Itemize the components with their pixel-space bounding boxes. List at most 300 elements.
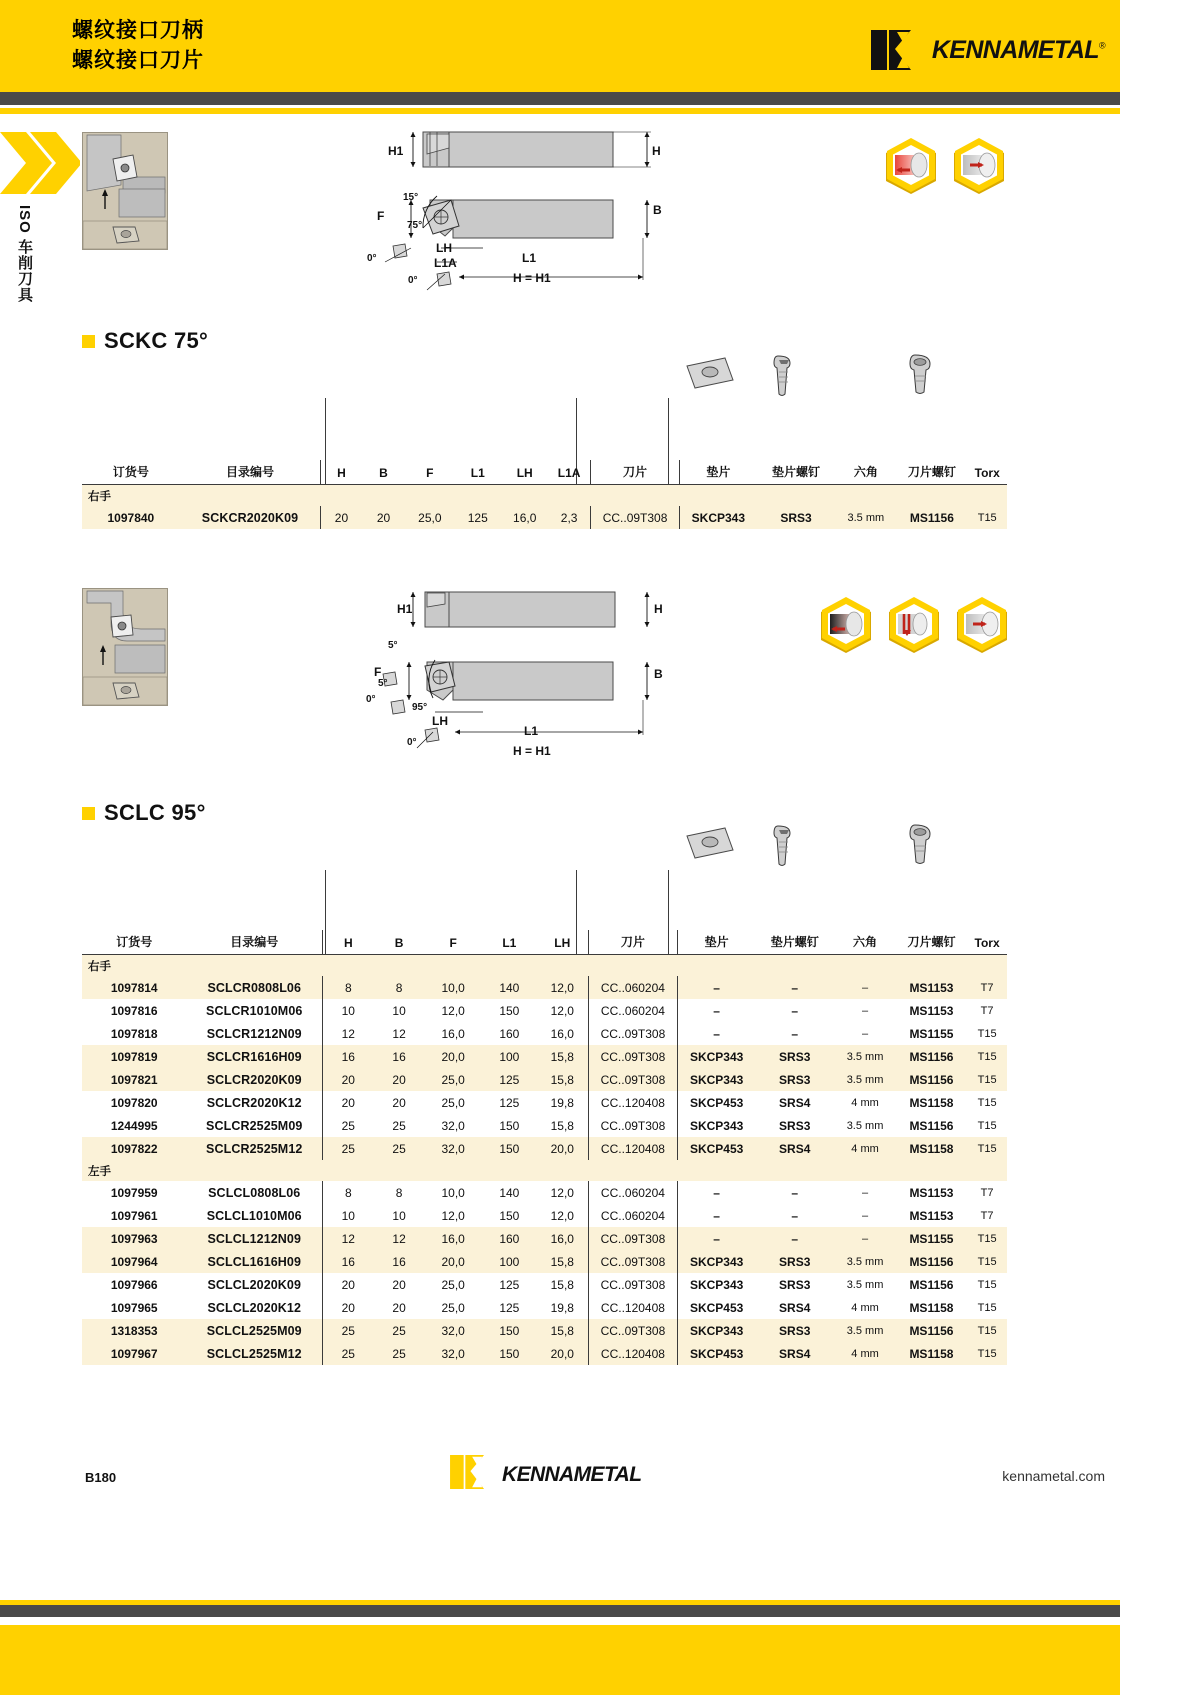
cell-order: 1097965 bbox=[82, 1296, 186, 1319]
cell-h: 20 bbox=[323, 1091, 374, 1114]
group-label: 右手 bbox=[82, 485, 1007, 507]
page-title-line2: 螺纹接口刀片 bbox=[72, 49, 204, 73]
cell-order: 1097821 bbox=[82, 1068, 186, 1091]
cell-order: 1318353 bbox=[82, 1319, 186, 1342]
cell-shim: SKCP343 bbox=[678, 1045, 755, 1068]
cell-insert-screw: MS1156 bbox=[896, 1319, 967, 1342]
cell-f: 20,0 bbox=[425, 1250, 482, 1273]
cell-insert-screw: MS1158 bbox=[896, 1296, 967, 1319]
cell-lh: 15,8 bbox=[537, 1114, 588, 1137]
th2-insert-screw: 刀片螺钉 bbox=[896, 930, 967, 955]
cell-insert: CC..060204 bbox=[588, 1181, 677, 1204]
cell-f: 16,0 bbox=[425, 1022, 482, 1045]
drawing-label-5deg-b: 5° bbox=[378, 678, 388, 689]
cell-torx: T15 bbox=[967, 1068, 1007, 1091]
th2-shim: 垫片 bbox=[678, 930, 755, 955]
th2-f: F bbox=[425, 930, 482, 955]
cell-insert: CC..120408 bbox=[588, 1137, 677, 1160]
cell-insert-screw: MS1156 bbox=[896, 1273, 967, 1296]
cell-catalog: SCLCL0808L06 bbox=[186, 1181, 322, 1204]
cell-torx: T15 bbox=[967, 1227, 1007, 1250]
application-icons-sckc bbox=[880, 136, 1010, 203]
section-heading-text: SCKC 75° bbox=[104, 328, 209, 353]
drawing-label-lh-sckc: LH bbox=[436, 241, 452, 255]
section-bullet-icon bbox=[82, 335, 95, 348]
th-torx: Torx bbox=[967, 460, 1007, 485]
th2-l1: L1 bbox=[482, 930, 537, 955]
drawing-label-b-sclc: B bbox=[654, 667, 663, 681]
cell-shim: SKCP453 bbox=[678, 1137, 755, 1160]
cell-l1: 100 bbox=[482, 1250, 537, 1273]
cell-lh: 15,8 bbox=[537, 1273, 588, 1296]
registered-mark: ® bbox=[1098, 40, 1105, 51]
th2-h: H bbox=[323, 930, 374, 955]
cell-hex: 3.5 mm bbox=[835, 506, 896, 529]
cell-f: 25,0 bbox=[405, 506, 454, 529]
drawing-label-hh1-sclc: H = H1 bbox=[513, 744, 551, 758]
cell-insert: CC..09T308 bbox=[588, 1022, 677, 1045]
cell-b: 20 bbox=[374, 1273, 425, 1296]
cell-shim-screw: SRS4 bbox=[755, 1342, 834, 1365]
cell-lh: 12,0 bbox=[537, 976, 588, 999]
cell-b: 10 bbox=[374, 1204, 425, 1227]
table-row[interactable] bbox=[82, 1296, 1007, 1319]
table-row[interactable] bbox=[82, 999, 1007, 1022]
cell-insert-screw: MS1156 bbox=[896, 1068, 967, 1091]
drawing-label-b-sckc: B bbox=[653, 203, 662, 217]
cell-insert: CC..09T308 bbox=[591, 506, 680, 529]
cell-b: 20 bbox=[362, 506, 406, 529]
table-row[interactable] bbox=[82, 1045, 1007, 1068]
cell-lh: 16,0 bbox=[537, 1227, 588, 1250]
cell-b: 8 bbox=[374, 1181, 425, 1204]
cell-f: 16,0 bbox=[425, 1227, 482, 1250]
drawing-label-h-sckc: H bbox=[652, 144, 661, 158]
section-heading-sclc bbox=[82, 800, 206, 826]
cell-order: 1097820 bbox=[82, 1091, 186, 1114]
cell-torx: T15 bbox=[967, 1114, 1007, 1137]
cell-shim: – bbox=[678, 1022, 755, 1045]
cell-torx: T7 bbox=[967, 1181, 1007, 1204]
cell-catalog: SCLCL2020K09 bbox=[186, 1273, 322, 1296]
cell-b: 12 bbox=[374, 1227, 425, 1250]
drawing-label-15deg: 15° bbox=[403, 192, 419, 203]
cell-l1: 140 bbox=[482, 976, 537, 999]
table-sclc bbox=[82, 930, 1007, 1365]
cell-lh: 19,8 bbox=[537, 1091, 588, 1114]
drawing-label-lh-sclc: LH bbox=[432, 714, 448, 728]
cell-catalog: SCLCR1616H09 bbox=[186, 1045, 322, 1068]
cell-l1: 125 bbox=[454, 506, 501, 529]
cell-f: 32,0 bbox=[425, 1342, 482, 1365]
drawing-label-l1-sclc: L1 bbox=[524, 724, 539, 738]
table-row[interactable] bbox=[82, 1250, 1007, 1273]
cell-lh: 20,0 bbox=[537, 1342, 588, 1365]
th2-hex: 六角 bbox=[834, 930, 895, 955]
table-header-row-sclc bbox=[82, 930, 1007, 955]
kennametal-logo bbox=[871, 30, 1105, 70]
cell-insert-screw: MS1156 bbox=[896, 1045, 967, 1068]
cell-torx: T15 bbox=[967, 1091, 1007, 1114]
cell-l1: 160 bbox=[482, 1227, 537, 1250]
cell-shim: SKCP343 bbox=[678, 1068, 755, 1091]
drawing-label-hh1-sckc: H = H1 bbox=[513, 271, 551, 285]
cell-b: 20 bbox=[374, 1068, 425, 1091]
cell-l1: 100 bbox=[482, 1045, 537, 1068]
cell-insert: CC..09T308 bbox=[588, 1114, 677, 1137]
cell-hex: – bbox=[834, 1022, 895, 1045]
cell-insert: CC..09T308 bbox=[588, 1250, 677, 1273]
cell-lh: 12,0 bbox=[537, 999, 588, 1022]
footer-wordmark: KENNAMETAL bbox=[502, 1462, 642, 1486]
th-b: B bbox=[362, 460, 406, 485]
cell-shim: SKCP343 bbox=[678, 1273, 755, 1296]
drawing-label-l1-sckc: L1 bbox=[522, 251, 537, 265]
cell-lh: 15,8 bbox=[537, 1068, 588, 1091]
cell-catalog: SCLCR2020K12 bbox=[186, 1091, 322, 1114]
cell-insert: CC..09T308 bbox=[588, 1319, 677, 1342]
drawing-label-h1-sclc: H1 bbox=[397, 602, 413, 616]
table-row[interactable] bbox=[82, 1114, 1007, 1137]
cell-lh: 16,0 bbox=[537, 1022, 588, 1045]
kennametal-k-icon bbox=[871, 30, 925, 70]
cell-h: 25 bbox=[323, 1319, 374, 1342]
cell-l1: 125 bbox=[482, 1273, 537, 1296]
cell-shim: SKCP453 bbox=[678, 1091, 755, 1114]
footer-k-icon bbox=[450, 1455, 496, 1494]
cell-catalog: SCLCL2020K12 bbox=[186, 1296, 322, 1319]
cell-order: 1097816 bbox=[82, 999, 186, 1022]
header-dark-rule bbox=[0, 92, 1120, 105]
cell-insert-screw: MS1156 bbox=[896, 1114, 967, 1137]
cell-order: 1097819 bbox=[82, 1045, 186, 1068]
cell-h: 8 bbox=[323, 1181, 374, 1204]
drawing-label-0deg-a: 0° bbox=[367, 253, 377, 264]
group-label-row bbox=[82, 485, 1007, 507]
cell-shim-screw: – bbox=[755, 1204, 834, 1227]
cell-shim: – bbox=[678, 976, 755, 999]
cell-torx: T15 bbox=[967, 1250, 1007, 1273]
cell-insert-screw: MS1153 bbox=[896, 976, 967, 999]
cell-shim: – bbox=[678, 1227, 755, 1250]
cell-h: 8 bbox=[323, 976, 374, 999]
cell-insert: CC..120408 bbox=[588, 1091, 677, 1114]
drawing-label-75deg: 75° bbox=[407, 220, 423, 231]
drawing-label-h1-sckc: H1 bbox=[388, 144, 404, 158]
cell-hex: 3.5 mm bbox=[834, 1045, 895, 1068]
cell-l1: 125 bbox=[482, 1091, 537, 1114]
footer-dark-rule bbox=[0, 1605, 1120, 1617]
table-row[interactable] bbox=[82, 1181, 1007, 1204]
table-row[interactable] bbox=[82, 1273, 1007, 1296]
drawing-label-f-sclc: F bbox=[374, 665, 382, 679]
table-row[interactable] bbox=[82, 506, 1007, 529]
cell-order: 1097822 bbox=[82, 1137, 186, 1160]
application-icons-sclc bbox=[815, 595, 1013, 662]
cell-f: 12,0 bbox=[425, 999, 482, 1022]
cell-h: 20 bbox=[323, 1273, 374, 1296]
cell-catalog: SCKCR2020K09 bbox=[180, 506, 321, 529]
table-row[interactable] bbox=[82, 1342, 1007, 1365]
cell-catalog: SCLCR1212N09 bbox=[186, 1022, 322, 1045]
table-row[interactable] bbox=[82, 1137, 1007, 1160]
cell-f: 12,0 bbox=[425, 1204, 482, 1227]
cell-l1: 150 bbox=[482, 1319, 537, 1342]
table-body-sclc bbox=[82, 955, 1007, 1366]
drawing-label-95deg: 95° bbox=[412, 702, 428, 713]
page-title bbox=[72, 16, 204, 77]
cell-insert: CC..120408 bbox=[588, 1296, 677, 1319]
product-photo-sckc bbox=[82, 132, 168, 250]
drawing-label-f-sckc: F bbox=[377, 209, 385, 223]
cell-hex: 3.5 mm bbox=[834, 1273, 895, 1296]
hex-icon-internal-turning bbox=[948, 136, 1010, 203]
cell-lh: 15,8 bbox=[537, 1250, 588, 1273]
cell-shim-screw: SRS4 bbox=[755, 1296, 834, 1319]
cell-lh: 16,0 bbox=[501, 506, 548, 529]
cell-f: 10,0 bbox=[425, 976, 482, 999]
cell-insert: CC..060204 bbox=[588, 976, 677, 999]
th2-insert: 刀片 bbox=[588, 930, 677, 955]
th2-order: 订货号 bbox=[82, 930, 186, 955]
cell-order: 1097963 bbox=[82, 1227, 186, 1250]
cell-shim: SKCP343 bbox=[678, 1250, 755, 1273]
group-label: 左手 bbox=[82, 1160, 1007, 1181]
header-yellow-rule bbox=[0, 108, 1120, 114]
drawing-label-l1a-sckc: L1A bbox=[434, 256, 457, 270]
cell-b: 25 bbox=[374, 1114, 425, 1137]
cell-b: 12 bbox=[374, 1022, 425, 1045]
drawing-label-0deg-d: 0° bbox=[407, 737, 417, 748]
footer-logo bbox=[450, 1455, 641, 1494]
th-shim-screw: 垫片螺钉 bbox=[757, 460, 836, 485]
table-row[interactable] bbox=[82, 1091, 1007, 1114]
cell-torx: T15 bbox=[967, 1137, 1007, 1160]
footer-url[interactable]: kennametal.com bbox=[1002, 1468, 1105, 1484]
cell-insert: CC..09T308 bbox=[588, 1227, 677, 1250]
cell-insert: CC..060204 bbox=[588, 999, 677, 1022]
sidebar-category-label: ISO 车削刀具 bbox=[16, 205, 33, 304]
cell-catalog: SCLCR2525M12 bbox=[186, 1137, 322, 1160]
th-order: 订货号 bbox=[82, 460, 180, 485]
cell-f: 32,0 bbox=[425, 1137, 482, 1160]
cell-shim-screw: SRS3 bbox=[755, 1045, 834, 1068]
cell-shim: SKCP453 bbox=[678, 1342, 755, 1365]
cell-order: 1097840 bbox=[82, 506, 180, 529]
cell-b: 25 bbox=[374, 1342, 425, 1365]
cell-f: 20,0 bbox=[425, 1045, 482, 1068]
table-row[interactable] bbox=[82, 1068, 1007, 1091]
cell-l1: 125 bbox=[482, 1296, 537, 1319]
cell-insert: CC..09T308 bbox=[588, 1045, 677, 1068]
cell-h: 25 bbox=[323, 1137, 374, 1160]
cell-f: 32,0 bbox=[425, 1114, 482, 1137]
cell-shim: – bbox=[678, 999, 755, 1022]
cell-torx: T15 bbox=[967, 1342, 1007, 1365]
th-l1a: L1A bbox=[548, 460, 590, 485]
cell-shim-screw: SRS3 bbox=[755, 1114, 834, 1137]
cell-catalog: SCLCR0808L06 bbox=[186, 976, 322, 999]
cell-h: 20 bbox=[321, 506, 362, 529]
cell-order: 1097818 bbox=[82, 1022, 186, 1045]
cell-insert: CC..060204 bbox=[588, 1204, 677, 1227]
cell-f: 32,0 bbox=[425, 1319, 482, 1342]
cell-h: 25 bbox=[323, 1342, 374, 1365]
cell-l1: 140 bbox=[482, 1181, 537, 1204]
table-row[interactable] bbox=[82, 1319, 1007, 1342]
cell-shim: SKCP343 bbox=[680, 506, 757, 529]
cell-torx: T15 bbox=[967, 1273, 1007, 1296]
cell-shim-screw: – bbox=[755, 1181, 834, 1204]
cell-catalog: SCLCR2525M09 bbox=[186, 1114, 322, 1137]
cell-shim-screw: – bbox=[755, 1227, 834, 1250]
cell-h: 12 bbox=[323, 1022, 374, 1045]
cell-l1: 150 bbox=[482, 1204, 537, 1227]
cell-catalog: SCLCR1010M06 bbox=[186, 999, 322, 1022]
cell-hex: 3.5 mm bbox=[834, 1250, 895, 1273]
cell-torx: T15 bbox=[967, 1319, 1007, 1342]
cell-h: 10 bbox=[323, 999, 374, 1022]
page-number: B180 bbox=[85, 1470, 117, 1485]
drawing-label-0deg-b: 0° bbox=[408, 275, 418, 286]
table-row[interactable] bbox=[82, 1227, 1007, 1250]
cell-h: 25 bbox=[323, 1114, 374, 1137]
hex-icon-external-turning-2 bbox=[815, 595, 877, 662]
cell-b: 20 bbox=[374, 1091, 425, 1114]
cell-hex: 4 mm bbox=[834, 1137, 895, 1160]
cell-order: 1097814 bbox=[82, 976, 186, 999]
th-lh: LH bbox=[501, 460, 548, 485]
kennametal-wordmark: KENNAMETAL® bbox=[931, 35, 1105, 64]
cell-lh: 12,0 bbox=[537, 1181, 588, 1204]
cell-shim-screw: SRS3 bbox=[755, 1250, 834, 1273]
cell-l1: 125 bbox=[482, 1068, 537, 1091]
cell-hex: – bbox=[834, 976, 895, 999]
cell-l1: 150 bbox=[482, 1342, 537, 1365]
cell-b: 20 bbox=[374, 1296, 425, 1319]
cell-torx: T7 bbox=[967, 999, 1007, 1022]
cell-l1: 160 bbox=[482, 1022, 537, 1045]
drawing-label-h-sclc: H bbox=[654, 602, 663, 616]
cell-insert-screw: MS1153 bbox=[896, 999, 967, 1022]
cell-h: 20 bbox=[323, 1296, 374, 1319]
hex-icon-internal-turning-2 bbox=[951, 595, 1013, 662]
cell-catalog: SCLCL2525M09 bbox=[186, 1319, 322, 1342]
table-header-row-sckc bbox=[82, 460, 1007, 485]
cell-b: 8 bbox=[374, 976, 425, 999]
th-shim: 垫片 bbox=[680, 460, 757, 485]
cell-torx: T15 bbox=[967, 1045, 1007, 1068]
cell-order: 1097964 bbox=[82, 1250, 186, 1273]
cell-hex: – bbox=[834, 1204, 895, 1227]
cell-torx: T15 bbox=[967, 1296, 1007, 1319]
cell-hex: 3.5 mm bbox=[834, 1319, 895, 1342]
cell-torx: T15 bbox=[967, 1022, 1007, 1045]
cell-insert-screw: MS1156 bbox=[896, 506, 967, 529]
cell-torx: T7 bbox=[967, 1204, 1007, 1227]
cell-shim: SKCP343 bbox=[678, 1319, 755, 1342]
cell-hex: – bbox=[834, 1181, 895, 1204]
cell-shim-screw: – bbox=[755, 976, 834, 999]
cell-torx: T15 bbox=[967, 506, 1007, 529]
cell-f: 10,0 bbox=[425, 1181, 482, 1204]
cell-shim-screw: SRS4 bbox=[755, 1137, 834, 1160]
cell-f: 25,0 bbox=[425, 1273, 482, 1296]
table-row[interactable] bbox=[82, 1022, 1007, 1045]
cell-order: 1097961 bbox=[82, 1204, 186, 1227]
cell-insert: CC..09T308 bbox=[588, 1068, 677, 1091]
section-bullet-icon-2 bbox=[82, 807, 95, 820]
cell-catalog: SCLCL1010M06 bbox=[186, 1204, 322, 1227]
cell-shim-screw: SRS3 bbox=[755, 1068, 834, 1091]
cell-l1: 150 bbox=[482, 1114, 537, 1137]
accessory-icons-sckc bbox=[675, 348, 965, 403]
cell-hex: 3.5 mm bbox=[834, 1114, 895, 1137]
cell-lh: 12,0 bbox=[537, 1204, 588, 1227]
cell-lh: 15,8 bbox=[537, 1319, 588, 1342]
cell-hex: 3.5 mm bbox=[834, 1068, 895, 1091]
group-label: 右手 bbox=[82, 955, 1007, 977]
cell-shim-screw: SRS3 bbox=[755, 1319, 834, 1342]
cell-f: 25,0 bbox=[425, 1091, 482, 1114]
th-insert-screw: 刀片螺钉 bbox=[896, 460, 967, 485]
cell-shim-screw: SRS3 bbox=[757, 506, 836, 529]
cell-b: 10 bbox=[374, 999, 425, 1022]
drawing-label-0deg-c: 0° bbox=[366, 694, 376, 705]
cell-order: 1097966 bbox=[82, 1273, 186, 1296]
section-arrow-icon bbox=[0, 128, 80, 198]
th2-catalog: 目录编号 bbox=[186, 930, 322, 955]
th2-shim-screw: 垫片螺钉 bbox=[755, 930, 834, 955]
cell-l1: 150 bbox=[482, 1137, 537, 1160]
cell-b: 16 bbox=[374, 1250, 425, 1273]
accessory-icons-sclc bbox=[675, 818, 965, 873]
cell-order: 1244995 bbox=[82, 1114, 186, 1137]
cell-insert-screw: MS1155 bbox=[896, 1227, 967, 1250]
cell-catalog: SCLCR2020K09 bbox=[186, 1068, 322, 1091]
cell-shim: SKCP453 bbox=[678, 1296, 755, 1319]
group-label-row bbox=[82, 955, 1007, 977]
cell-order: 1097959 bbox=[82, 1181, 186, 1204]
cell-catalog: SCLCL2525M12 bbox=[186, 1342, 322, 1365]
cell-h: 10 bbox=[323, 1204, 374, 1227]
table-sckc bbox=[82, 460, 1007, 529]
cell-l1a: 2,3 bbox=[548, 506, 590, 529]
hex-icon-facing bbox=[883, 595, 945, 662]
th-f: F bbox=[405, 460, 454, 485]
cell-insert-screw: MS1156 bbox=[896, 1250, 967, 1273]
th-hex: 六角 bbox=[835, 460, 896, 485]
cell-insert-screw: MS1158 bbox=[896, 1091, 967, 1114]
cell-insert-screw: MS1158 bbox=[896, 1342, 967, 1365]
cell-shim-screw: SRS3 bbox=[755, 1273, 834, 1296]
cell-shim-screw: – bbox=[755, 999, 834, 1022]
cell-insert-screw: MS1158 bbox=[896, 1137, 967, 1160]
th-catalog: 目录编号 bbox=[180, 460, 321, 485]
table-row[interactable] bbox=[82, 976, 1007, 999]
cell-h: 12 bbox=[323, 1227, 374, 1250]
cell-insert: CC..09T308 bbox=[588, 1273, 677, 1296]
cell-insert-screw: MS1153 bbox=[896, 1181, 967, 1204]
group-label-row bbox=[82, 1160, 1007, 1181]
cell-shim: – bbox=[678, 1204, 755, 1227]
table-body-sckc bbox=[82, 485, 1007, 530]
section-heading-sckc bbox=[82, 328, 208, 354]
cell-insert: CC..120408 bbox=[588, 1342, 677, 1365]
footer-yellow-band bbox=[0, 1625, 1120, 1695]
table-row[interactable] bbox=[82, 1204, 1007, 1227]
drawing-label-5deg-a: 5° bbox=[388, 640, 398, 651]
